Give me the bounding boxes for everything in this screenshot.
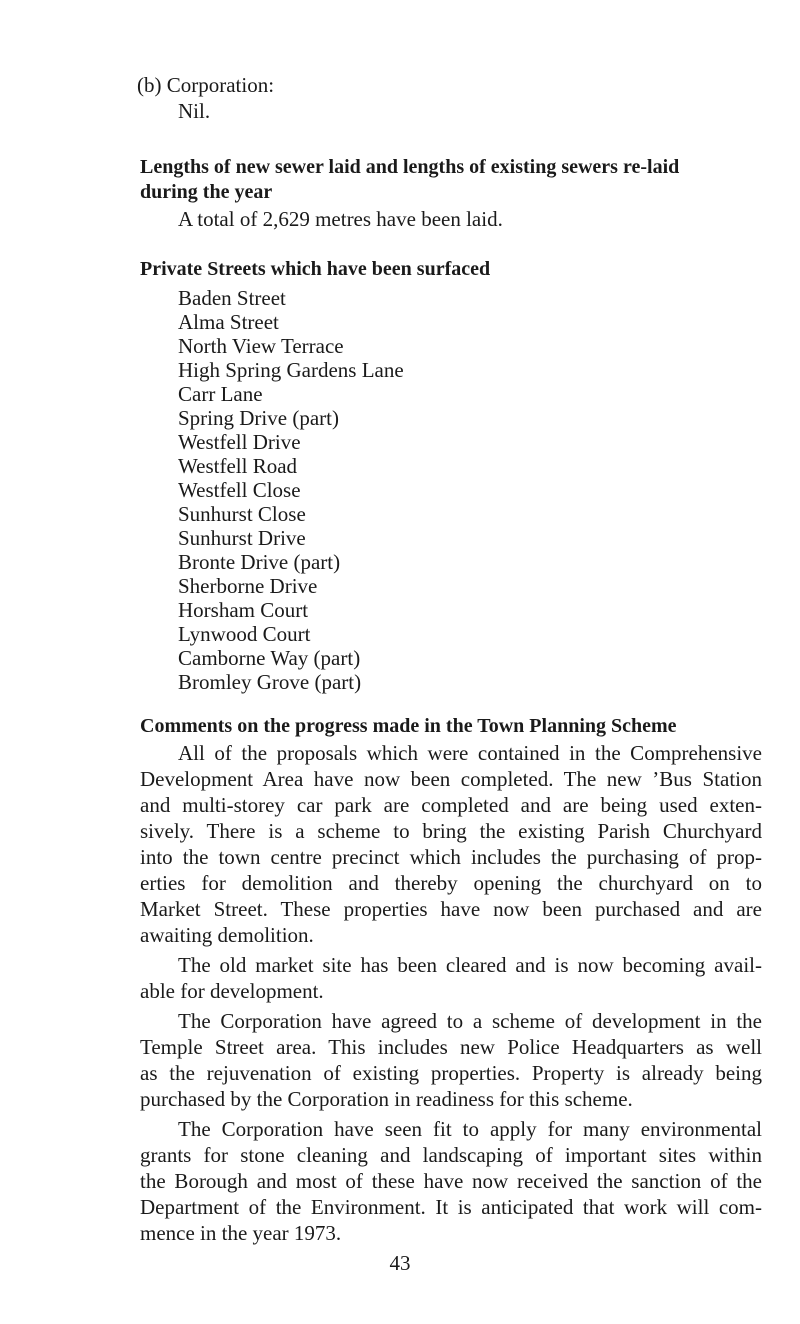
paragraph-line: purchased by the Corporation in readiness for this scheme. bbox=[140, 1087, 633, 1111]
paragraph-line: The Corporation have agreed to a scheme of development in the bbox=[178, 1009, 762, 1033]
paragraph-line: as the rejuvenation of existing properties. Property is already being bbox=[140, 1061, 762, 1085]
paragraph-line: erties for demolition and thereby opening the churchyard on to bbox=[140, 871, 762, 895]
paragraph-line: and multi-storey car park are completed and are being used exten- bbox=[140, 793, 762, 817]
paragraph-line: The Corporation have seen fit to apply for many environmental bbox=[178, 1117, 762, 1141]
street-item: Westfell Road bbox=[178, 454, 298, 478]
street-item: Alma Street bbox=[178, 310, 279, 334]
paragraph-line: into the town centre precinct which includes the purchasing of prop- bbox=[140, 845, 762, 869]
street-item: Camborne Way (part) bbox=[178, 646, 361, 670]
paragraph-line: able for development. bbox=[140, 979, 324, 1003]
paragraph-line: sively. There is a scheme to bring the existing Parish Churchyard bbox=[140, 819, 762, 843]
street-item: Sunhurst Drive bbox=[178, 526, 306, 550]
private-streets-heading: Private Streets which have been surfaced bbox=[140, 258, 491, 280]
paragraph-line: Department of the Environment. It is anticipated that work will com- bbox=[140, 1195, 762, 1219]
street-item: Horsham Court bbox=[178, 598, 309, 622]
paragraph-line: awaiting demolition. bbox=[140, 923, 314, 947]
street-item: Baden Street bbox=[178, 286, 286, 310]
street-item: Bronte Drive (part) bbox=[178, 550, 341, 574]
street-item: Sunhurst Close bbox=[178, 502, 306, 526]
paragraph-line: Market Street. These properties have now been purchased and are bbox=[140, 897, 762, 921]
paragraph-line: All of the proposals which were contained in the Comprehensive bbox=[178, 741, 762, 765]
street-item: High Spring Gardens Lane bbox=[178, 358, 404, 382]
section-b-value: Nil. bbox=[178, 99, 211, 123]
street-item: Westfell Close bbox=[178, 478, 301, 502]
paragraph-line: mence in the year 1973. bbox=[140, 1221, 342, 1245]
town-planning-heading: Comments on the progress made in the Town Planning Scheme bbox=[140, 715, 677, 737]
sewers-total-text: A total of 2,629 metres have been laid. bbox=[178, 207, 503, 231]
street-item: Westfell Drive bbox=[178, 430, 301, 454]
street-item: Lynwood Court bbox=[178, 622, 311, 646]
paragraph-line: The old market site has been cleared and is now becoming avail- bbox=[178, 953, 762, 977]
paragraph-line: Temple Street area. This includes new Police Headquarters as well bbox=[140, 1035, 762, 1059]
street-item: Bromley Grove (part) bbox=[178, 670, 362, 694]
street-item: Carr Lane bbox=[178, 382, 263, 406]
paragraph-line: Development Area have now been completed. The new ’Bus Station bbox=[140, 767, 762, 791]
street-item: North View Terrace bbox=[178, 334, 344, 358]
sewers-heading-line2: during the year bbox=[140, 181, 273, 203]
paragraph-line: the Borough and most of these have now received the sanction of the bbox=[140, 1169, 762, 1193]
sewers-heading-line1: Lengths of new sewer laid and lengths of existing sewers re-laid bbox=[140, 156, 680, 178]
paragraph-line: grants for stone cleaning and landscaping of important sites within bbox=[140, 1143, 762, 1167]
section-b-label: (b) Corporation: bbox=[137, 73, 275, 97]
street-item: Spring Drive (part) bbox=[178, 406, 339, 430]
page-number: 43 bbox=[389, 1251, 411, 1275]
street-item: Sherborne Drive bbox=[178, 574, 318, 598]
